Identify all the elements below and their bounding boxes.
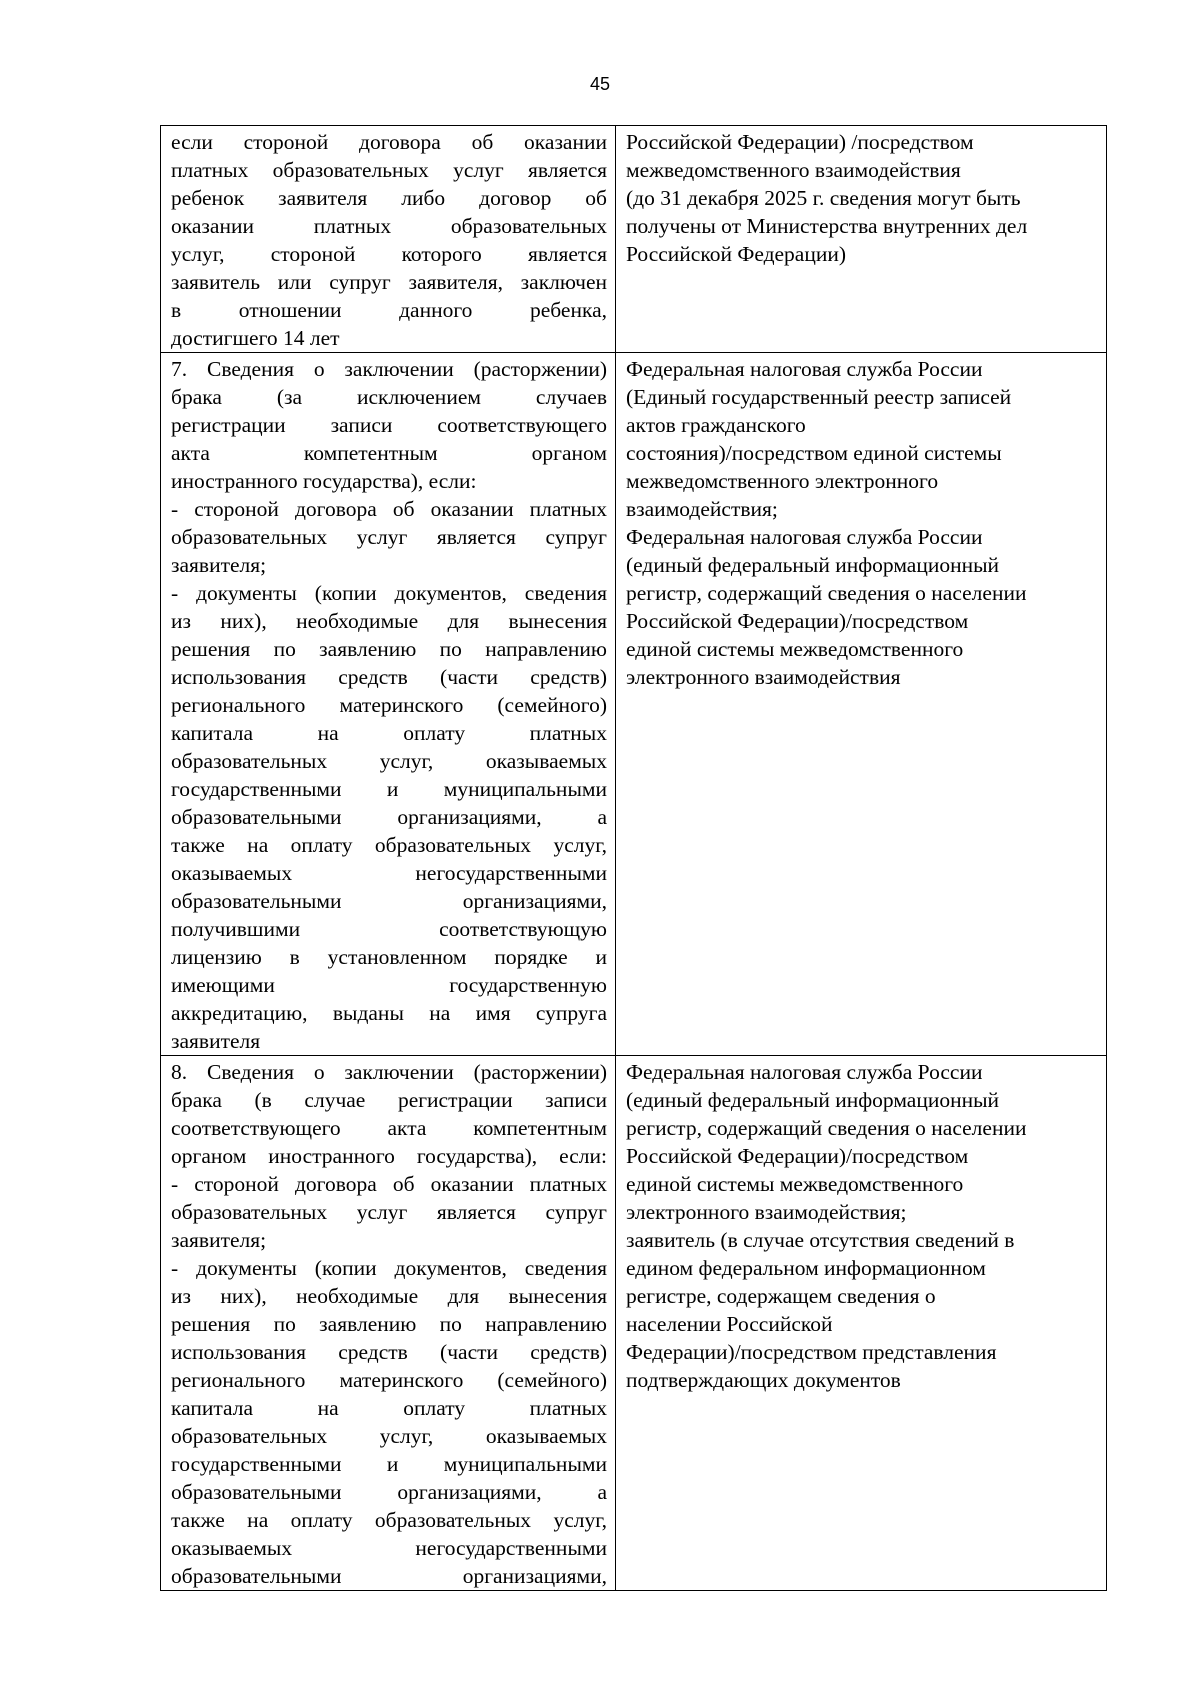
- cell-source-and-method: [616, 353, 1107, 1056]
- cell-text-line: взаимодействия;: [626, 497, 778, 521]
- table-row: [161, 1056, 1107, 1591]
- cell-text-line: регионального материнского (семейного): [171, 1368, 607, 1392]
- table-row: [161, 126, 1107, 353]
- cell-text-line: - стороной договора об оказании платных: [171, 1172, 607, 1196]
- cell-text-line: (Единый государственный реестр записей: [626, 385, 1012, 409]
- cell-text-line: Федеральная налоговая служба России: [626, 1060, 983, 1084]
- cell-text-line: регистре, содержащем сведения о: [626, 1284, 936, 1308]
- cell-document-description: [161, 1056, 616, 1591]
- cell-text-line: образовательными организациями,: [171, 1564, 607, 1588]
- cell-source-and-method: [616, 126, 1107, 353]
- cell-text-line: государственными и муниципальными: [171, 777, 607, 801]
- cell-text-line: из них), необходимые для вынесения: [171, 609, 607, 633]
- cell-text-line: электронного взаимодействия;: [626, 1200, 907, 1224]
- cell-text-line: - документы (копии документов, сведения: [171, 581, 607, 605]
- cell-text-line: регистр, содержащий сведения о населении: [626, 581, 1027, 605]
- cell-text-line: оказании платных образовательных: [171, 214, 607, 238]
- cell-text-line: - стороной договора об оказании платных: [171, 497, 607, 521]
- cell-text-line: если стороной договора об оказании: [171, 130, 607, 154]
- cell-text-line: Российской Федерации) /посредством: [626, 130, 974, 154]
- cell-source-and-method: [616, 1056, 1107, 1591]
- cell-text-line: лицензию в установленном порядке и: [171, 945, 607, 969]
- requirements-table: [160, 125, 1107, 1591]
- cell-text-line: образовательных услуг является супруг: [171, 1200, 607, 1224]
- cell-text-line: капитала на оплату платных: [171, 1396, 607, 1420]
- cell-text-line: Российской Федерации)/посредством: [626, 609, 969, 633]
- cell-text-line: также на оплату образовательных услуг,: [171, 1508, 607, 1532]
- cell-text-line: Федеральная налоговая служба России: [626, 357, 983, 381]
- cell-text-line: соответствующего акта компетентным: [171, 1116, 607, 1140]
- cell-text-line: иностранного государства), если:: [171, 469, 477, 493]
- cell-text-line: (единый федеральный информационный: [626, 1088, 1000, 1112]
- cell-text-line: из них), необходимые для вынесения: [171, 1284, 607, 1308]
- cell-text-line: образовательных услуг, оказываемых: [171, 749, 607, 773]
- cell-text-line: получены от Министерства внутренних дел: [626, 214, 1028, 238]
- cell-document-description: [161, 353, 616, 1056]
- cell-text-line: образовательных услуг является супруг: [171, 525, 607, 549]
- cell-text-line: аккредитацию, выданы на имя супруга: [171, 1001, 607, 1025]
- cell-text-line: регистрации записи соответствующего: [171, 413, 607, 437]
- cell-text-line: в отношении данного ребенка,: [171, 298, 607, 322]
- cell-text-line: межведомственного взаимодействия: [626, 158, 961, 182]
- cell-text-line: заявителя;: [171, 553, 267, 577]
- cell-text-line: регистр, содержащий сведения о населении: [626, 1116, 1027, 1140]
- cell-text-line: органом иностранного государства), если:: [171, 1144, 607, 1168]
- cell-text-line: состояния)/посредством единой системы: [626, 441, 1002, 465]
- cell-text-line: заявителя;: [171, 1228, 267, 1252]
- cell-text-line: Российской Федерации): [626, 242, 847, 266]
- cell-text-line: образовательных услуг, оказываемых: [171, 1424, 607, 1448]
- cell-text-line: решения по заявлению по направлению: [171, 1312, 607, 1336]
- cell-text-line: - документы (копии документов, сведения: [171, 1256, 607, 1280]
- cell-text-line: использования средств (части средств): [171, 1340, 607, 1364]
- cell-text-line: получившими соответствующую: [171, 917, 607, 941]
- cell-text-line: решения по заявлению по направлению: [171, 637, 607, 661]
- table-row: [161, 353, 1107, 1056]
- cell-text-line: регионального материнского (семейного): [171, 693, 607, 717]
- cell-text-line: государственными и муниципальными: [171, 1452, 607, 1476]
- cell-text-line: платных образовательных услуг является: [171, 158, 607, 182]
- cell-text-line: использования средств (части средств): [171, 665, 607, 689]
- table-body: [161, 126, 1107, 1591]
- cell-text-line: актов гражданского: [626, 413, 806, 437]
- cell-text-line: заявитель или супруг заявителя, заключен: [171, 270, 607, 294]
- cell-text-line: образовательными организациями, а: [171, 1480, 607, 1504]
- cell-text-line: Российской Федерации)/посредством: [626, 1144, 969, 1168]
- cell-text-line: брака (в случае регистрации записи: [171, 1088, 607, 1112]
- cell-text-line: оказываемых негосударственными: [171, 1536, 607, 1560]
- cell-document-description: [161, 126, 616, 353]
- cell-text-line: населении Российской: [626, 1312, 833, 1336]
- cell-text-line: (единый федеральный информационный: [626, 553, 1000, 577]
- cell-text-line: 8. Сведения о заключении (расторжении): [171, 1060, 607, 1084]
- cell-text-line: электронного взаимодействия: [626, 665, 901, 689]
- cell-text-line: достигшего 14 лет: [171, 326, 340, 350]
- cell-text-line: акта компетентным органом: [171, 441, 607, 465]
- cell-text-line: единой системы межведомственного: [626, 1172, 964, 1196]
- cell-text-line: брака (за исключением случаев: [171, 385, 607, 409]
- cell-text-line: заявителя: [171, 1029, 261, 1053]
- cell-text-line: заявитель (в случае отсутствия сведений в: [626, 1228, 1015, 1252]
- cell-text-line: также на оплату образовательных услуг,: [171, 833, 607, 857]
- cell-text-line: ребенок заявителя либо договор об: [171, 186, 607, 210]
- cell-text-line: образовательными организациями,: [171, 889, 607, 913]
- cell-text-line: имеющими государственную: [171, 973, 607, 997]
- cell-text-line: капитала на оплату платных: [171, 721, 607, 745]
- cell-text-line: 7. Сведения о заключении (расторжении): [171, 357, 607, 381]
- cell-text-line: Федеральная налоговая служба России: [626, 525, 983, 549]
- cell-text-line: (до 31 декабря 2025 г. сведения могут быть: [626, 186, 1021, 210]
- cell-text-line: оказываемых негосударственными: [171, 861, 607, 885]
- cell-text-line: образовательными организациями, а: [171, 805, 607, 829]
- cell-text-line: едином федеральном информационном: [626, 1256, 986, 1280]
- page-number: 45: [589, 74, 611, 94]
- cell-text-line: услуг, стороной которого является: [171, 242, 607, 266]
- cell-text-line: Федерации)/посредством представления: [626, 1340, 997, 1364]
- cell-text-line: подтверждающих документов: [626, 1368, 901, 1392]
- cell-text-line: единой системы межведомственного: [626, 637, 964, 661]
- cell-text-line: межведомственного электронного: [626, 469, 939, 493]
